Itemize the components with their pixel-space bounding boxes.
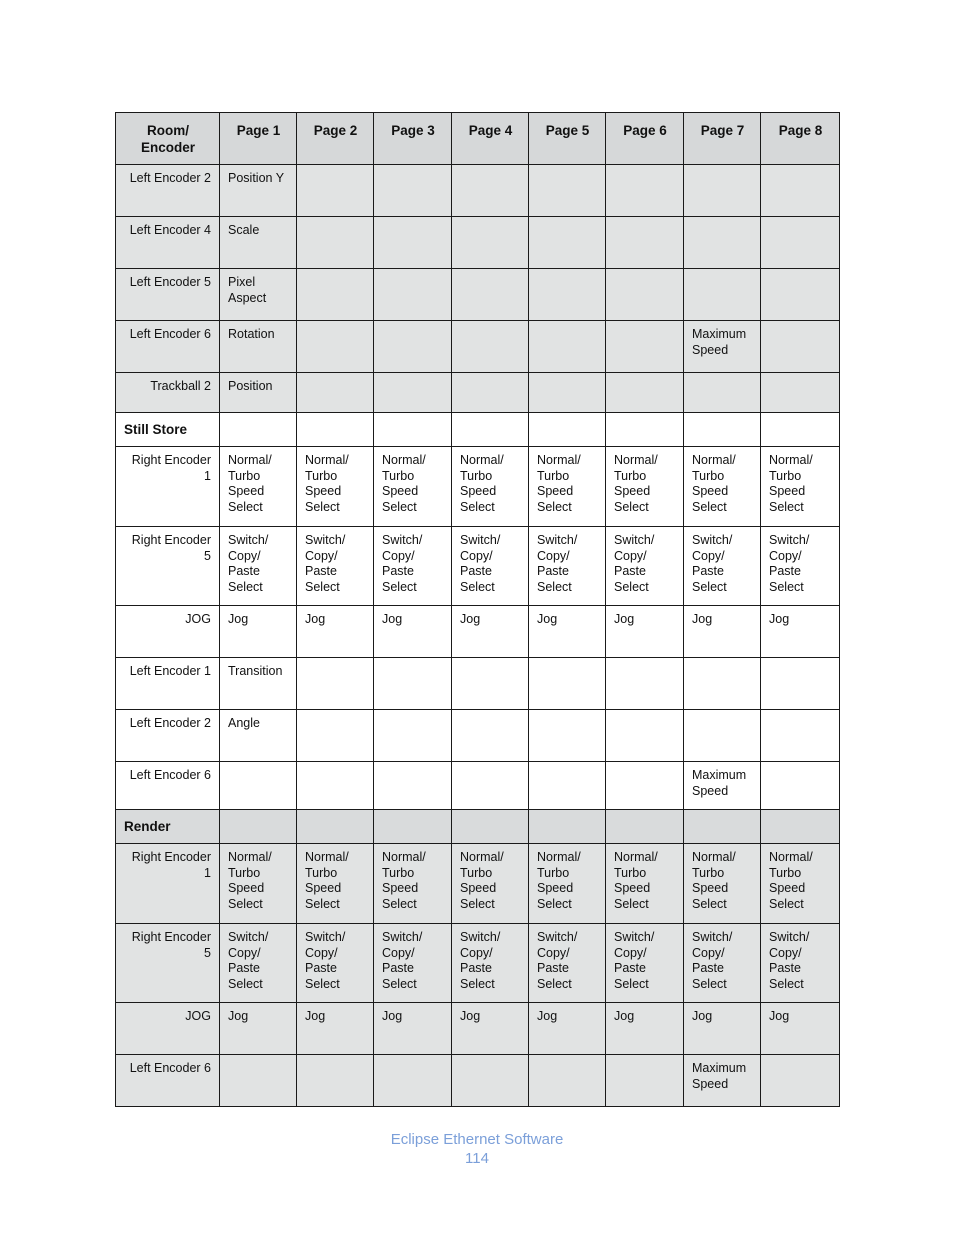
section-label: Render — [116, 810, 220, 844]
table-cell-page-1: Position Y — [220, 165, 297, 217]
section-row — [116, 413, 840, 447]
table-cell-page-4: Normal/ Turbo Speed Select — [452, 844, 529, 924]
table-cell-page-4: Normal/ Turbo Speed Select — [452, 447, 529, 527]
table-cell-page-6: Switch/ Copy/ Paste Select — [606, 527, 684, 606]
table-cell-page-3 — [374, 217, 452, 269]
row-encoder-label: Left Encoder 4 — [116, 217, 220, 269]
table-cell-page-1: Jog — [220, 1003, 297, 1055]
section-empty-cell — [529, 810, 606, 844]
table-row — [116, 658, 840, 710]
table-cell-page-4 — [452, 1055, 529, 1107]
table-cell-page-5 — [529, 373, 606, 413]
header-page-4: Page 4 — [452, 113, 529, 165]
table-cell-page-3: Switch/ Copy/ Paste Select — [374, 527, 452, 606]
table-cell-page-4 — [452, 710, 529, 762]
table-cell-page-8: Switch/ Copy/ Paste Select — [761, 924, 840, 1003]
section-empty-cell — [761, 413, 840, 447]
table-cell-page-5 — [529, 658, 606, 710]
row-encoder-label: Right Encoder 1 — [116, 447, 220, 527]
section-empty-cell — [297, 413, 374, 447]
table-row — [116, 762, 840, 810]
row-encoder-label: Left Encoder 5 — [116, 269, 220, 321]
table-cell-page-8 — [761, 1055, 840, 1107]
row-encoder-label: Right Encoder 5 — [116, 527, 220, 606]
table-cell-page-1: Jog — [220, 606, 297, 658]
header-room-encoder: Room/ Encoder — [116, 113, 220, 165]
row-encoder-label: Left Encoder 1 — [116, 658, 220, 710]
table-cell-page-8 — [761, 165, 840, 217]
table-cell-page-7: Maximum Speed — [684, 1055, 761, 1107]
table-cell-page-6 — [606, 321, 684, 373]
table-cell-page-8: Normal/ Turbo Speed Select — [761, 447, 840, 527]
table-cell-page-2 — [297, 217, 374, 269]
table-cell-page-2 — [297, 165, 374, 217]
footer-document-title: Eclipse Ethernet Software — [390, 1131, 564, 1148]
table-cell-page-8: Switch/ Copy/ Paste Select — [761, 527, 840, 606]
table-cell-page-5: Switch/ Copy/ Paste Select — [529, 924, 606, 1003]
table-cell-page-2 — [297, 658, 374, 710]
section-empty-cell — [374, 413, 452, 447]
table-row — [116, 924, 840, 1003]
page-footer — [0, 1130, 954, 1168]
table-cell-page-8 — [761, 762, 840, 810]
header-page-3: Page 3 — [374, 113, 452, 165]
table-cell-page-6 — [606, 269, 684, 321]
table-cell-page-6 — [606, 217, 684, 269]
section-empty-cell — [452, 413, 529, 447]
table-body — [116, 165, 840, 1107]
table-row — [116, 447, 840, 527]
table-cell-page-4 — [452, 658, 529, 710]
table-cell-page-2 — [297, 1055, 374, 1107]
table-cell-page-1: Transition — [220, 658, 297, 710]
table-cell-page-6 — [606, 658, 684, 710]
section-empty-cell — [452, 810, 529, 844]
table-cell-page-5 — [529, 710, 606, 762]
table-cell-page-7: Maximum Speed — [684, 321, 761, 373]
table-cell-page-2 — [297, 373, 374, 413]
table-row — [116, 710, 840, 762]
table-cell-page-7 — [684, 373, 761, 413]
table-cell-page-7: Switch/ Copy/ Paste Select — [684, 924, 761, 1003]
table-cell-page-3 — [374, 373, 452, 413]
section-empty-cell — [606, 413, 684, 447]
encoder-mapping-table — [115, 112, 840, 1107]
table-row — [116, 1055, 840, 1107]
table-cell-page-2: Jog — [297, 1003, 374, 1055]
table-cell-page-8: Jog — [761, 1003, 840, 1055]
section-empty-cell — [220, 413, 297, 447]
table-row — [116, 217, 840, 269]
table-cell-page-8 — [761, 269, 840, 321]
table-cell-page-7 — [684, 269, 761, 321]
table-cell-page-5: Jog — [529, 1003, 606, 1055]
table-cell-page-7 — [684, 165, 761, 217]
table-cell-page-7: Maximum Speed — [684, 762, 761, 810]
table-cell-page-6 — [606, 165, 684, 217]
section-empty-cell — [684, 413, 761, 447]
header-page-8: Page 8 — [761, 113, 840, 165]
table-cell-page-8: Jog — [761, 606, 840, 658]
table-cell-page-6: Normal/ Turbo Speed Select — [606, 844, 684, 924]
table-cell-page-3 — [374, 1055, 452, 1107]
row-encoder-label: Right Encoder 1 — [116, 844, 220, 924]
table-cell-page-3 — [374, 321, 452, 373]
table-cell-page-4 — [452, 373, 529, 413]
row-encoder-label: Left Encoder 2 — [116, 165, 220, 217]
table-cell-page-6: Switch/ Copy/ Paste Select — [606, 924, 684, 1003]
table-row — [116, 844, 840, 924]
table-cell-page-5: Normal/ Turbo Speed Select — [529, 447, 606, 527]
table-cell-page-4 — [452, 217, 529, 269]
row-encoder-label: Left Encoder 2 — [116, 710, 220, 762]
table-cell-page-3: Jog — [374, 1003, 452, 1055]
table-row — [116, 373, 840, 413]
table-cell-page-7: Jog — [684, 606, 761, 658]
table-cell-page-3 — [374, 762, 452, 810]
table-row — [116, 527, 840, 606]
table-row — [116, 165, 840, 217]
table-cell-page-7 — [684, 658, 761, 710]
table-cell-page-2: Switch/ Copy/ Paste Select — [297, 924, 374, 1003]
header-page-7: Page 7 — [684, 113, 761, 165]
table-cell-page-2: Switch/ Copy/ Paste Select — [297, 527, 374, 606]
header-page-5: Page 5 — [529, 113, 606, 165]
table-cell-page-3 — [374, 269, 452, 321]
section-empty-cell — [374, 810, 452, 844]
table-cell-page-3 — [374, 658, 452, 710]
row-encoder-label: JOG — [116, 1003, 220, 1055]
table-row — [116, 269, 840, 321]
row-encoder-label: Right Encoder 5 — [116, 924, 220, 1003]
table-cell-page-6 — [606, 710, 684, 762]
section-label: Still Store — [116, 413, 220, 447]
table-cell-page-5 — [529, 165, 606, 217]
table-cell-page-2: Jog — [297, 606, 374, 658]
table-cell-page-6 — [606, 1055, 684, 1107]
row-encoder-label: Left Encoder 6 — [116, 1055, 220, 1107]
table-cell-page-5 — [529, 217, 606, 269]
table-cell-page-3: Jog — [374, 606, 452, 658]
section-empty-cell — [684, 810, 761, 844]
table-cell-page-2 — [297, 710, 374, 762]
table-cell-page-4 — [452, 165, 529, 217]
table-cell-page-8: Normal/ Turbo Speed Select — [761, 844, 840, 924]
table-cell-page-3 — [374, 710, 452, 762]
header-page-6: Page 6 — [606, 113, 684, 165]
table-cell-page-1: Pixel Aspect — [220, 269, 297, 321]
row-encoder-label: Trackball 2 — [116, 373, 220, 413]
table-cell-page-5: Jog — [529, 606, 606, 658]
header-page-1: Page 1 — [220, 113, 297, 165]
table-cell-page-4 — [452, 269, 529, 321]
table-cell-page-2: Normal/ Turbo Speed Select — [297, 844, 374, 924]
table-cell-page-6 — [606, 762, 684, 810]
table-cell-page-6: Jog — [606, 1003, 684, 1055]
table-cell-page-4: Switch/ Copy/ Paste Select — [452, 924, 529, 1003]
table-cell-page-5 — [529, 269, 606, 321]
table-cell-page-4 — [452, 762, 529, 810]
table-cell-page-1: Position — [220, 373, 297, 413]
footer-page-number: 114 — [465, 1150, 489, 1167]
table-cell-page-7 — [684, 710, 761, 762]
table-cell-page-5: Normal/ Turbo Speed Select — [529, 844, 606, 924]
table-cell-page-3: Switch/ Copy/ Paste Select — [374, 924, 452, 1003]
table-cell-page-8 — [761, 710, 840, 762]
table-cell-page-1: Switch/ Copy/ Paste Select — [220, 527, 297, 606]
row-encoder-label: JOG — [116, 606, 220, 658]
section-empty-cell — [529, 413, 606, 447]
table-cell-page-5 — [529, 762, 606, 810]
table-cell-page-1: Switch/ Copy/ Paste Select — [220, 924, 297, 1003]
table-cell-page-8 — [761, 217, 840, 269]
table-header-row — [116, 113, 840, 165]
table-cell-page-2 — [297, 321, 374, 373]
table-cell-page-2: Normal/ Turbo Speed Select — [297, 447, 374, 527]
table-cell-page-7: Normal/ Turbo Speed Select — [684, 447, 761, 527]
table-cell-page-7 — [684, 217, 761, 269]
table-cell-page-7: Switch/ Copy/ Paste Select — [684, 527, 761, 606]
table-cell-page-1: Normal/ Turbo Speed Select — [220, 844, 297, 924]
table-cell-page-3 — [374, 165, 452, 217]
section-empty-cell — [761, 810, 840, 844]
table-cell-page-8 — [761, 373, 840, 413]
section-row — [116, 810, 840, 844]
table-row — [116, 606, 840, 658]
table-cell-page-5 — [529, 321, 606, 373]
header-page-2: Page 2 — [297, 113, 374, 165]
section-empty-cell — [220, 810, 297, 844]
table-cell-page-3: Normal/ Turbo Speed Select — [374, 844, 452, 924]
table-cell-page-7: Jog — [684, 1003, 761, 1055]
table-cell-page-1: Rotation — [220, 321, 297, 373]
table-cell-page-1 — [220, 1055, 297, 1107]
table-cell-page-4: Jog — [452, 606, 529, 658]
table-cell-page-6: Normal/ Turbo Speed Select — [606, 447, 684, 527]
table-cell-page-8 — [761, 321, 840, 373]
table-cell-page-3: Normal/ Turbo Speed Select — [374, 447, 452, 527]
table-cell-page-2 — [297, 762, 374, 810]
table-cell-page-4: Switch/ Copy/ Paste Select — [452, 527, 529, 606]
table-cell-page-6: Jog — [606, 606, 684, 658]
table-cell-page-1: Normal/ Turbo Speed Select — [220, 447, 297, 527]
table-cell-page-7: Normal/ Turbo Speed Select — [684, 844, 761, 924]
table-cell-page-5: Switch/ Copy/ Paste Select — [529, 527, 606, 606]
table-cell-page-1: Scale — [220, 217, 297, 269]
section-empty-cell — [297, 810, 374, 844]
row-encoder-label: Left Encoder 6 — [116, 321, 220, 373]
row-encoder-label: Left Encoder 6 — [116, 762, 220, 810]
table-cell-page-6 — [606, 373, 684, 413]
table-cell-page-4 — [452, 321, 529, 373]
table-cell-page-8 — [761, 658, 840, 710]
table-row — [116, 321, 840, 373]
table-cell-page-1 — [220, 762, 297, 810]
table-cell-page-1: Angle — [220, 710, 297, 762]
table-cell-page-5 — [529, 1055, 606, 1107]
table-cell-page-4: Jog — [452, 1003, 529, 1055]
table-cell-page-2 — [297, 269, 374, 321]
section-empty-cell — [606, 810, 684, 844]
table-row — [116, 1003, 840, 1055]
